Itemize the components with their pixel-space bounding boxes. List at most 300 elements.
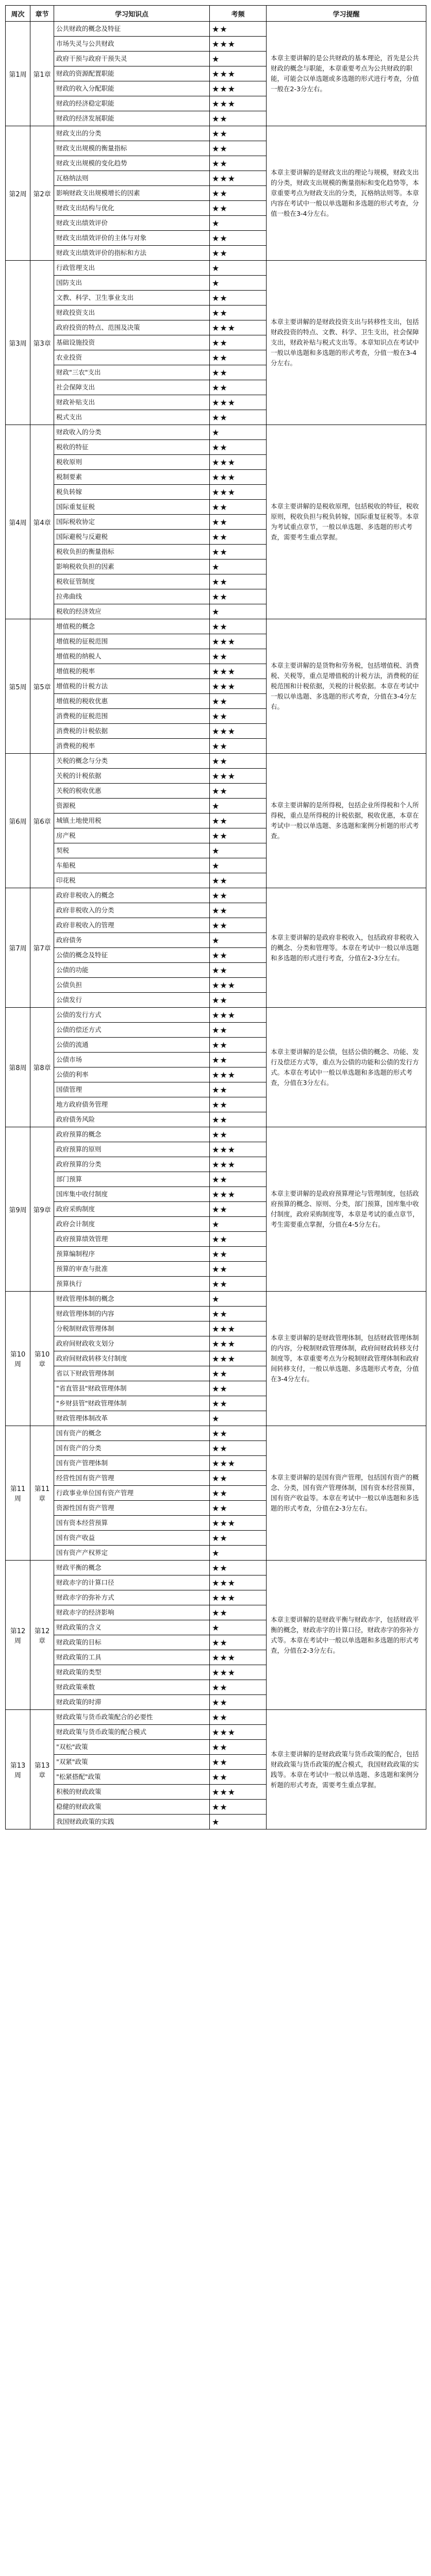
knowledge-point-cell: 预算执行 <box>54 1277 210 1292</box>
frequency-stars-cell: ★★ <box>210 1396 267 1411</box>
knowledge-point-cell: 关税的计税依据 <box>54 769 210 784</box>
knowledge-point-cell: 财政政策的类型 <box>54 1665 210 1680</box>
frequency-stars-cell: ★★ <box>210 111 267 126</box>
chapter-cell: 第3章 <box>30 261 54 425</box>
knowledge-point-cell: 增值税的税率 <box>54 664 210 679</box>
frequency-stars-cell: ★★ <box>210 1127 267 1142</box>
study-note-cell: 本章主要讲解的是财政投资支出与转移性支出，包括财政投资的特点、文教、科学、卫生支出，社会保障支出，财政补贴与税式支出等。本章知识点在考试中一般以单选题和多选题的形式考查，分值一般在3-4分左右。 <box>267 261 426 425</box>
chapter-cell: 第5章 <box>30 619 54 754</box>
knowledge-point-cell: 财政政策的含义 <box>54 1620 210 1635</box>
knowledge-point-cell: 瓦格纳法则 <box>54 171 210 186</box>
frequency-stars-cell: ★★ <box>210 126 267 141</box>
frequency-stars-cell: ★ <box>210 560 267 574</box>
header-frequency: 考频 <box>210 6 267 22</box>
study-note-cell: 本章主要讲解的是所得税，包括企业所得税和个人所得税，重点是所得税的计税依据，税收优惠，本章在考试中一般以单选题、多选题和案例分析题的形式考查。 <box>267 754 426 888</box>
knowledge-point-cell: 财政管理体制改革 <box>54 1411 210 1426</box>
table-row <box>6 1292 426 1307</box>
knowledge-point-cell: "松紧搭配"政策 <box>54 1770 210 1785</box>
frequency-stars-cell: ★★ <box>210 141 267 156</box>
frequency-stars-cell: ★★ <box>210 1247 267 1262</box>
plan-body <box>6 22 426 1829</box>
frequency-stars-cell: ★★ <box>210 1172 267 1187</box>
frequency-stars-cell: ★★★ <box>210 1157 267 1172</box>
knowledge-point-cell: 财政支出绩效评价 <box>54 216 210 231</box>
knowledge-point-cell: 国有资产产权界定 <box>54 1546 210 1561</box>
frequency-stars-cell: ★★ <box>210 1605 267 1620</box>
knowledge-point-cell: 政府投资的特点、范围及决策 <box>54 320 210 335</box>
knowledge-point-cell: 印花税 <box>54 873 210 888</box>
frequency-stars-cell: ★★★ <box>210 96 267 111</box>
frequency-stars-cell: ★★ <box>210 709 267 724</box>
knowledge-point-cell: 公债的功能 <box>54 963 210 978</box>
knowledge-point-cell: 消费税的税率 <box>54 739 210 754</box>
frequency-stars-cell: ★★★ <box>210 1590 267 1605</box>
frequency-stars-cell: ★★ <box>210 574 267 589</box>
frequency-stars-cell: ★ <box>210 261 267 276</box>
week-cell: 第10周 <box>6 1292 30 1426</box>
knowledge-point-cell: 政府间财政收支划分 <box>54 1336 210 1351</box>
study-plan-sheet <box>5 5 426 2576</box>
knowledge-point-cell: 国有资产的分类 <box>54 1441 210 1456</box>
frequency-stars-cell: ★★ <box>210 201 267 216</box>
frequency-stars-cell: ★★ <box>210 649 267 664</box>
frequency-stars-cell: ★★ <box>210 410 267 425</box>
header-week: 周次 <box>6 6 30 22</box>
knowledge-point-cell: 财政管理体制的概念 <box>54 1292 210 1307</box>
week-cell: 第13周 <box>6 1710 30 1829</box>
study-note-cell: 本章主要讲解的是国有资产管理，包括国有资产的概念、分类，国有资产管理体制，国有资本经营预算，国有资产收益等。本章在考试中一般以单选题和多选题的形式考查，分值在2-3分左右。 <box>267 1426 426 1561</box>
frequency-stars-cell: ★★ <box>210 1023 267 1038</box>
chapter-cell: 第6章 <box>30 754 54 888</box>
study-note-cell: 本章主要讲解的是财政支出的理论与规模，财政支出的分类，财政支出规模的衡量指标和变化趋势等，本章重要考点为财政支出的分类，瓦格纳法则等。本章内容在考试中一般以单选题和多选题的形式考查，分值一般在3-4分左右。 <box>267 126 426 261</box>
knowledge-point-cell: 税收原则 <box>54 455 210 470</box>
frequency-stars-cell: ★★★ <box>210 1336 267 1351</box>
chapter-cell: 第10章 <box>30 1292 54 1426</box>
frequency-stars-cell: ★★★ <box>210 1785 267 1800</box>
frequency-stars-cell: ★ <box>210 843 267 858</box>
knowledge-point-cell: 财政政策与货币政策的配合模式 <box>54 1725 210 1740</box>
knowledge-point-cell: 政府非税收入的概念 <box>54 888 210 903</box>
week-cell: 第6周 <box>6 754 30 888</box>
knowledge-point-cell: 财政管理体制的内容 <box>54 1307 210 1321</box>
frequency-stars-cell: ★★ <box>210 903 267 918</box>
study-note-cell: 本章主要讲解的是财政管理体制，包括财政管理体制的内容，分税制财政管理体制，政府间财政转移支付制度等，本章重要考点为分税制财政管理体制和政府间转移支付，一般以单选题、多选题形式考查，分值在3-4分左右。 <box>267 1292 426 1426</box>
knowledge-point-cell: 地方政府债务管理 <box>54 1097 210 1112</box>
knowledge-point-cell: 财政政策乘数 <box>54 1680 210 1695</box>
table-row <box>6 1426 426 1441</box>
knowledge-point-cell: 基础设施投资 <box>54 335 210 350</box>
knowledge-point-cell: 稳健的财政政策 <box>54 1800 210 1815</box>
frequency-stars-cell: ★★ <box>210 515 267 530</box>
frequency-stars-cell: ★ <box>210 1292 267 1307</box>
frequency-stars-cell: ★★ <box>210 545 267 560</box>
frequency-stars-cell: ★★★ <box>210 1650 267 1665</box>
knowledge-point-cell: 增值税的征税范围 <box>54 634 210 649</box>
header-study-note: 学习提醒 <box>267 6 426 22</box>
frequency-stars-cell: ★★ <box>210 1501 267 1516</box>
frequency-stars-cell: ★★ <box>210 1680 267 1695</box>
knowledge-point-cell: "省直管县"财政管理体制 <box>54 1381 210 1396</box>
table-row <box>6 22 426 37</box>
frequency-stars-cell: ★★★ <box>210 1456 267 1471</box>
header-knowledge-point: 学习知识点 <box>54 6 210 22</box>
table-row <box>6 1127 426 1142</box>
frequency-stars-cell: ★ <box>210 858 267 873</box>
frequency-stars-cell: ★★ <box>210 619 267 634</box>
knowledge-point-cell: 财政政策的工具 <box>54 1650 210 1665</box>
chapter-cell: 第1章 <box>30 22 54 126</box>
frequency-stars-cell: ★ <box>210 799 267 814</box>
frequency-stars-cell: ★★ <box>210 365 267 380</box>
chapter-cell: 第8章 <box>30 1008 54 1127</box>
study-note-cell: 本章主要讲解的是财政政策与货币政策的配合，包括财政政策与货币政策的配合模式，我国财政政策的实践等。本章在考试中一般以单选题、多选题和案例分析题的形式考查，需要考生重点掌握。 <box>267 1710 426 1829</box>
knowledge-point-cell: 政府非税收入的管理 <box>54 918 210 933</box>
knowledge-point-cell: 政府预算的原则 <box>54 1142 210 1157</box>
knowledge-point-cell: 公债的发行方式 <box>54 1008 210 1023</box>
frequency-stars-cell: ★★ <box>210 589 267 604</box>
knowledge-point-cell: 财政赤字的计算口径 <box>54 1575 210 1590</box>
study-note-cell: 本章主要讲解的是公债，包括公债的概念、功能、发行及偿还方式等，重点为公债的功能和公债的发行方式。本章在考试中一般以单选题和多选题的形式考查，分值在3分左右。 <box>267 1008 426 1127</box>
frequency-stars-cell: ★★ <box>210 1277 267 1292</box>
knowledge-point-cell: 财政收入的分类 <box>54 425 210 440</box>
knowledge-point-cell: 国际避税与反避税 <box>54 530 210 545</box>
knowledge-point-cell: 公债的流通 <box>54 1038 210 1053</box>
frequency-stars-cell: ★★ <box>210 1695 267 1710</box>
chapter-cell: 第4章 <box>30 425 54 619</box>
week-cell: 第9周 <box>6 1127 30 1292</box>
frequency-stars-cell: ★★★ <box>210 664 267 679</box>
frequency-stars-cell: ★★★ <box>210 320 267 335</box>
frequency-stars-cell: ★★ <box>210 993 267 1008</box>
frequency-stars-cell: ★★ <box>210 186 267 201</box>
knowledge-point-cell: 税收负担的衡量指标 <box>54 545 210 560</box>
table-row <box>6 619 426 634</box>
frequency-stars-cell: ★ <box>210 1217 267 1232</box>
frequency-stars-cell: ★★ <box>210 1426 267 1441</box>
knowledge-point-cell: 公债负担 <box>54 978 210 993</box>
frequency-stars-cell: ★★ <box>210 1381 267 1396</box>
frequency-stars-cell: ★ <box>210 604 267 619</box>
frequency-stars-cell: ★★ <box>210 948 267 963</box>
frequency-stars-cell: ★★ <box>210 500 267 515</box>
frequency-stars-cell: ★★ <box>210 814 267 828</box>
study-note-cell: 本章主要讲解的是政府预算理论与管理制度，包括政府预算的概念、原则、分类，部门预算，国库集中收付制度，政府采购制度等，本章是考试的重点章节，考生需要重点掌握，分值在4-5分左右。 <box>267 1127 426 1292</box>
frequency-stars-cell: ★★ <box>210 335 267 350</box>
knowledge-point-cell: 积极的财政政策 <box>54 1785 210 1800</box>
frequency-stars-cell: ★ <box>210 933 267 948</box>
knowledge-point-cell: 财政支出绩效评价的指标和方法 <box>54 246 210 261</box>
knowledge-point-cell: 契税 <box>54 843 210 858</box>
week-cell: 第3周 <box>6 261 30 425</box>
knowledge-point-cell: 政府采购制度 <box>54 1202 210 1217</box>
knowledge-point-cell: 公债的偿还方式 <box>54 1023 210 1038</box>
knowledge-point-cell: 税收征管制度 <box>54 574 210 589</box>
week-cell: 第1周 <box>6 22 30 126</box>
frequency-stars-cell: ★★ <box>210 888 267 903</box>
knowledge-point-cell: 财政政策的时滞 <box>54 1695 210 1710</box>
knowledge-point-cell: 政府预算的分类 <box>54 1157 210 1172</box>
frequency-stars-cell: ★ <box>210 216 267 231</box>
frequency-stars-cell: ★★★ <box>210 37 267 52</box>
table-row <box>6 1710 426 1725</box>
knowledge-point-cell: 部门预算 <box>54 1172 210 1187</box>
knowledge-point-cell: 税收的特征 <box>54 440 210 455</box>
study-plan-table <box>5 5 426 1829</box>
frequency-stars-cell: ★ <box>210 1815 267 1829</box>
frequency-stars-cell: ★★ <box>210 1366 267 1381</box>
knowledge-point-cell: 消费税的征税范围 <box>54 709 210 724</box>
knowledge-point-cell: 国有资产收益 <box>54 1531 210 1546</box>
frequency-stars-cell: ★★ <box>210 1441 267 1456</box>
table-row <box>6 1008 426 1023</box>
frequency-stars-cell: ★★ <box>210 873 267 888</box>
frequency-stars-cell: ★★ <box>210 291 267 306</box>
header-chapter: 章节 <box>30 6 54 22</box>
knowledge-point-cell: 公债发行 <box>54 993 210 1008</box>
week-cell: 第4周 <box>6 425 30 619</box>
knowledge-point-cell: 财政"三农"支出 <box>54 365 210 380</box>
knowledge-point-cell: 政府会计制度 <box>54 1217 210 1232</box>
knowledge-point-cell: 农业投资 <box>54 350 210 365</box>
knowledge-point-cell: "双松"政策 <box>54 1740 210 1755</box>
knowledge-point-cell: 财政支出规模的衡量指标 <box>54 141 210 156</box>
frequency-stars-cell: ★★ <box>210 1486 267 1501</box>
frequency-stars-cell: ★★ <box>210 1531 267 1546</box>
table-row <box>6 261 426 276</box>
frequency-stars-cell: ★★★ <box>210 978 267 993</box>
frequency-stars-cell: ★★★ <box>210 66 267 81</box>
knowledge-point-cell: 财政的资源配置职能 <box>54 66 210 81</box>
knowledge-point-cell: 公共财政的概念及特征 <box>54 22 210 37</box>
week-cell: 第5周 <box>6 619 30 754</box>
knowledge-point-cell: 关税的税收优惠 <box>54 784 210 799</box>
knowledge-point-cell: 政府非税收入的分类 <box>54 903 210 918</box>
knowledge-point-cell: 财政支出结构与优化 <box>54 201 210 216</box>
knowledge-point-cell: 社会保障支出 <box>54 380 210 395</box>
knowledge-point-cell: 政府干预与政府干预失灵 <box>54 52 210 66</box>
frequency-stars-cell: ★★★ <box>210 1351 267 1366</box>
frequency-stars-cell: ★★★ <box>210 769 267 784</box>
knowledge-point-cell: 房产税 <box>54 828 210 843</box>
knowledge-point-cell: 增值税的纳税人 <box>54 649 210 664</box>
frequency-stars-cell: ★★★ <box>210 455 267 470</box>
table-row <box>6 1561 426 1575</box>
frequency-stars-cell: ★★ <box>210 1561 267 1575</box>
frequency-stars-cell: ★★ <box>210 246 267 261</box>
frequency-stars-cell: ★★ <box>210 22 267 37</box>
knowledge-point-cell: 增值税的计税方法 <box>54 679 210 694</box>
knowledge-point-cell: 经营性国有资产管理 <box>54 1471 210 1486</box>
frequency-stars-cell: ★★★ <box>210 1187 267 1202</box>
knowledge-point-cell: 文教、科学、卫生事业支出 <box>54 291 210 306</box>
frequency-stars-cell: ★★ <box>210 1038 267 1053</box>
frequency-stars-cell: ★ <box>210 425 267 440</box>
frequency-stars-cell: ★★ <box>210 1082 267 1097</box>
frequency-stars-cell: ★★★ <box>210 1321 267 1336</box>
knowledge-point-cell: 行政管理支出 <box>54 261 210 276</box>
frequency-stars-cell: ★★★ <box>210 485 267 500</box>
frequency-stars-cell: ★★ <box>210 1770 267 1785</box>
knowledge-point-cell: 税负转嫁 <box>54 485 210 500</box>
knowledge-point-cell: 财政的收入分配职能 <box>54 81 210 96</box>
knowledge-point-cell: 城镇土地使用税 <box>54 814 210 828</box>
frequency-stars-cell: ★★★ <box>210 724 267 739</box>
chapter-cell: 第11章 <box>30 1426 54 1561</box>
week-cell: 第2周 <box>6 126 30 261</box>
knowledge-point-cell: 财政的经济发展职能 <box>54 111 210 126</box>
frequency-stars-cell: ★★ <box>210 963 267 978</box>
knowledge-point-cell: 财政补贴支出 <box>54 395 210 410</box>
frequency-stars-cell: ★★ <box>210 1471 267 1486</box>
frequency-stars-cell: ★★ <box>210 530 267 545</box>
knowledge-point-cell: 国有资产管理体制 <box>54 1456 210 1471</box>
knowledge-point-cell: 影响财政支出规模增长的因素 <box>54 186 210 201</box>
knowledge-point-cell: 税收的经济效应 <box>54 604 210 619</box>
frequency-stars-cell: ★ <box>210 1546 267 1561</box>
frequency-stars-cell: ★★★ <box>210 470 267 485</box>
study-note-cell: 本章主要讲解的是政府非税收入，包括政府非税收入的概念、分类和管理等。本章在考试中一般以单选题和多选题的形式进行考查，分值在2-3分左右。 <box>267 888 426 1008</box>
knowledge-point-cell: 财政赤字的经济影响 <box>54 1605 210 1620</box>
knowledge-point-cell: 车船税 <box>54 858 210 873</box>
table-row <box>6 754 426 769</box>
frequency-stars-cell: ★★★ <box>210 1008 267 1023</box>
knowledge-point-cell: 公债的概念及特征 <box>54 948 210 963</box>
frequency-stars-cell: ★★ <box>210 380 267 395</box>
week-cell: 第12周 <box>6 1561 30 1710</box>
frequency-stars-cell: ★★ <box>210 1755 267 1770</box>
frequency-stars-cell: ★★ <box>210 1800 267 1815</box>
table-row <box>6 425 426 440</box>
knowledge-point-cell: 政府债务 <box>54 933 210 948</box>
knowledge-point-cell: 国有资本经营预算 <box>54 1516 210 1531</box>
frequency-stars-cell: ★★★ <box>210 679 267 694</box>
frequency-stars-cell: ★★ <box>210 1112 267 1127</box>
knowledge-point-cell: "乡财县管"财政管理体制 <box>54 1396 210 1411</box>
frequency-stars-cell: ★★ <box>210 1232 267 1247</box>
frequency-stars-cell: ★ <box>210 52 267 66</box>
frequency-stars-cell: ★★ <box>210 828 267 843</box>
knowledge-point-cell: 国际税收协定 <box>54 515 210 530</box>
knowledge-point-cell: 政府预算绩效管理 <box>54 1232 210 1247</box>
table-row <box>6 126 426 141</box>
knowledge-point-cell: 政府预算的概念 <box>54 1127 210 1142</box>
table-row <box>6 888 426 903</box>
knowledge-point-cell: 资源性国有资产管理 <box>54 1501 210 1516</box>
frequency-stars-cell: ★★ <box>210 1710 267 1725</box>
knowledge-point-cell: 国库集中收付制度 <box>54 1187 210 1202</box>
week-cell: 第11周 <box>6 1426 30 1561</box>
frequency-stars-cell: ★★ <box>210 1740 267 1755</box>
chapter-cell: 第9章 <box>30 1127 54 1292</box>
knowledge-point-cell: 公债的利率 <box>54 1067 210 1082</box>
knowledge-point-cell: 消费税的计税依据 <box>54 724 210 739</box>
chapter-cell: 第12章 <box>30 1561 54 1710</box>
frequency-stars-cell: ★★ <box>210 156 267 171</box>
knowledge-point-cell: 财政支出的分类 <box>54 126 210 141</box>
frequency-stars-cell: ★★★ <box>210 1516 267 1531</box>
knowledge-point-cell: 预算的审查与批准 <box>54 1262 210 1277</box>
knowledge-point-cell: 国防支出 <box>54 276 210 291</box>
frequency-stars-cell: ★★ <box>210 1202 267 1217</box>
knowledge-point-cell: 政府债务风险 <box>54 1112 210 1127</box>
knowledge-point-cell: 税制要素 <box>54 470 210 485</box>
frequency-stars-cell: ★★ <box>210 784 267 799</box>
knowledge-point-cell: 我国财政政策的实践 <box>54 1815 210 1829</box>
knowledge-point-cell: 财政政策的目标 <box>54 1635 210 1650</box>
frequency-stars-cell: ★★ <box>210 1053 267 1067</box>
knowledge-point-cell: 增值税的税收优惠 <box>54 694 210 709</box>
knowledge-point-cell: 影响税收负担的因素 <box>54 560 210 574</box>
study-note-cell: 本章主要讲解的是税收原理，包括税收的特征，税收原则，税收负担与税负转嫁，国际重复征税等。本章为考试重点章节，一般以单选题、多选题的形式考查，需要考生重点掌握。 <box>267 425 426 619</box>
frequency-stars-cell: ★★ <box>210 754 267 769</box>
knowledge-point-cell: 国债管理 <box>54 1082 210 1097</box>
knowledge-point-cell: 财政支出规模的变化趋势 <box>54 156 210 171</box>
frequency-stars-cell: ★ <box>210 276 267 291</box>
frequency-stars-cell: ★★★ <box>210 1575 267 1590</box>
header-row <box>6 6 426 22</box>
study-note-cell: 本章主要讲解的是公共财政的基本理论，首先是公共财政的概念与职能，本章重要考点为公共财政的职能，可能会以单选题或多选题的形式进行考查，分值一般在2-3分左右。 <box>267 22 426 126</box>
knowledge-point-cell: 国有资产的概念 <box>54 1426 210 1441</box>
frequency-stars-cell: ★★ <box>210 306 267 320</box>
knowledge-point-cell: 税式支出 <box>54 410 210 425</box>
chapter-cell: 第7章 <box>30 888 54 1008</box>
knowledge-point-cell: 省以下财政管理体制 <box>54 1366 210 1381</box>
frequency-stars-cell: ★★ <box>210 1097 267 1112</box>
week-cell: 第7周 <box>6 888 30 1008</box>
knowledge-point-cell: 财政平衡的概念 <box>54 1561 210 1575</box>
frequency-stars-cell: ★★★ <box>210 634 267 649</box>
knowledge-point-cell: 资源税 <box>54 799 210 814</box>
knowledge-point-cell: 财政支出绩效评价的主体与对象 <box>54 231 210 246</box>
frequency-stars-cell: ★★ <box>210 1635 267 1650</box>
frequency-stars-cell: ★★ <box>210 1307 267 1321</box>
study-note-cell: 本章主要讲解的是货物和劳务税，包括增值税、消费税、关税等，重点是增值税的计税方法，消费税的征税范围和计税依据，关税的计税依据。本章在考试中一般以单选题、多选题的形式考查，分值在3-4分左右。 <box>267 619 426 754</box>
frequency-stars-cell: ★★★ <box>210 81 267 96</box>
knowledge-point-cell: 关税的概念与分类 <box>54 754 210 769</box>
knowledge-point-cell: 增值税的概念 <box>54 619 210 634</box>
frequency-stars-cell: ★★ <box>210 918 267 933</box>
knowledge-point-cell: 市场失灵与公共财政 <box>54 37 210 52</box>
frequency-stars-cell: ★★ <box>210 440 267 455</box>
frequency-stars-cell: ★★ <box>210 231 267 246</box>
frequency-stars-cell: ★★★ <box>210 171 267 186</box>
knowledge-point-cell: 拉弗曲线 <box>54 589 210 604</box>
week-cell: 第8周 <box>6 1008 30 1127</box>
knowledge-point-cell: 分税制财政管理体制 <box>54 1321 210 1336</box>
chapter-cell: 第13章 <box>30 1710 54 1829</box>
knowledge-point-cell: 预算编制程序 <box>54 1247 210 1262</box>
frequency-stars-cell: ★★ <box>210 1262 267 1277</box>
frequency-stars-cell: ★ <box>210 1620 267 1635</box>
knowledge-point-cell: 行政事业单位国有资产管理 <box>54 1486 210 1501</box>
frequency-stars-cell: ★★★ <box>210 1142 267 1157</box>
frequency-stars-cell: ★★★ <box>210 395 267 410</box>
frequency-stars-cell: ★★★ <box>210 1725 267 1740</box>
knowledge-point-cell: 政府间财政转移支付制度 <box>54 1351 210 1366</box>
frequency-stars-cell: ★★★ <box>210 1665 267 1680</box>
knowledge-point-cell: 财政投资支出 <box>54 306 210 320</box>
chapter-cell: 第2章 <box>30 126 54 261</box>
frequency-stars-cell: ★★ <box>210 350 267 365</box>
frequency-stars-cell: ★ <box>210 1411 267 1426</box>
knowledge-point-cell: 国际重复征税 <box>54 500 210 515</box>
study-note-cell: 本章主要讲解的是财政平衡与财政赤字，包括财政平衡的概念，财政赤字的计算口径，财政赤字的弥补方式等。本章在考试中一般以单选题和多选题的形式考查，分值在2-3分左右。 <box>267 1561 426 1710</box>
knowledge-point-cell: 公债市场 <box>54 1053 210 1067</box>
knowledge-point-cell: 财政的经济稳定职能 <box>54 96 210 111</box>
frequency-stars-cell: ★★★ <box>210 1067 267 1082</box>
knowledge-point-cell: 财政政策与货币政策配合的必要性 <box>54 1710 210 1725</box>
knowledge-point-cell: "双紧"政策 <box>54 1755 210 1770</box>
